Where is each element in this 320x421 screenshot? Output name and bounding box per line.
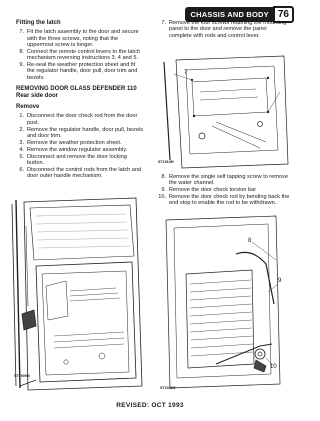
step-7 [158,20,290,39]
step-number: 5. [19,153,24,160]
step-text: Re-seal the weather protection sheet and fit the regulator handle, door pull, door trim and bezels. [27,61,138,81]
step-text: Disconnect and remove the door locking button. [27,153,127,166]
remove-subheading: Remove [16,104,40,111]
rear-side-door-subheading: Rear side door [16,92,59,99]
left-column [16,20,144,180]
list-item [16,167,144,180]
step-number: 9. [161,187,166,194]
callout-9: 9 [278,278,282,284]
step-number: 8. [19,48,24,55]
list-item [16,127,144,140]
list-item [16,147,144,153]
step-number: 2. [19,126,24,133]
step-number: 6. [19,166,24,173]
section-title: CHASSIS AND BODY [185,7,273,22]
figure-id: ST1910M [158,160,174,164]
step-text: Remove the door check torsion bar [169,187,257,194]
door-glass-illustration [6,196,148,392]
list-item [16,154,144,167]
step-number: 4. [19,146,24,153]
fitting-steps [16,29,144,81]
step-text: Remove the single self tapping screw to remove the water channel. [169,174,289,187]
mounting-panel-drawing [156,52,292,170]
mounting-panel-illustration [156,52,292,170]
list-item [16,113,144,126]
list-item [158,187,290,193]
right-column [158,20,290,39]
step-number: 1. [19,113,24,120]
step-text: Fit the latch assembly to the door and secure with the three screws, noting that the uppermost screw is longer. [27,29,139,48]
removing-glass-heading: REMOVING DOOR GLASS DEFENDER 110 [16,86,137,93]
fitting-latch-heading: Fitting the latch [16,20,61,26]
door-glass-drawing [6,196,148,392]
step-text: Disconnect the control rods from the latch and door outer handle mechanism. [27,166,142,179]
step-text: Remove the regulator handle, door pull, bezels and door trim. [27,126,143,139]
step-number: 8. [161,174,166,180]
callout-10: 10 [270,364,277,370]
step-text: Connect the remote control levers to the latch mechanism reversing instructions 3, 4 and 5. [27,48,140,62]
revision-footer: REVISED: OCT 1993 [116,402,184,409]
step-number: 7. [161,20,166,26]
list-item [16,62,144,81]
section-number: 76 [273,6,294,23]
step-text: Remove the door check rod by bending back the end stop to enable the rod to be withdrawn. [169,194,290,207]
figure-id: ST1909M [14,374,30,378]
step-text: Disconnect the door check rod from the door post. [27,113,138,126]
list-item [16,29,144,48]
list-item [16,140,144,146]
step-number: 3. [19,139,24,146]
list-item [16,49,144,62]
step-number: 9. [19,61,24,68]
remove-steps [16,113,144,179]
step-number: 7. [19,29,24,36]
callout-8: 8 [248,238,252,244]
step-text: Remove the four screws retaining the mounting panel to the door and remove the panel complete with rods and control lever. [169,20,287,39]
figure-id: ST1911M [160,386,176,390]
steps-8-10 [158,174,290,207]
list-item [158,194,290,207]
list-item [158,174,290,187]
check-rod-illustration [156,214,292,394]
list-item [158,20,290,39]
right-column-steps [158,174,290,207]
step-number: 10. [158,194,166,201]
step-text: Remove the window regulator assembly. [27,146,128,153]
step-text: Remove the weather protection sheet. [27,139,122,146]
callout-7: 7 [184,70,188,76]
